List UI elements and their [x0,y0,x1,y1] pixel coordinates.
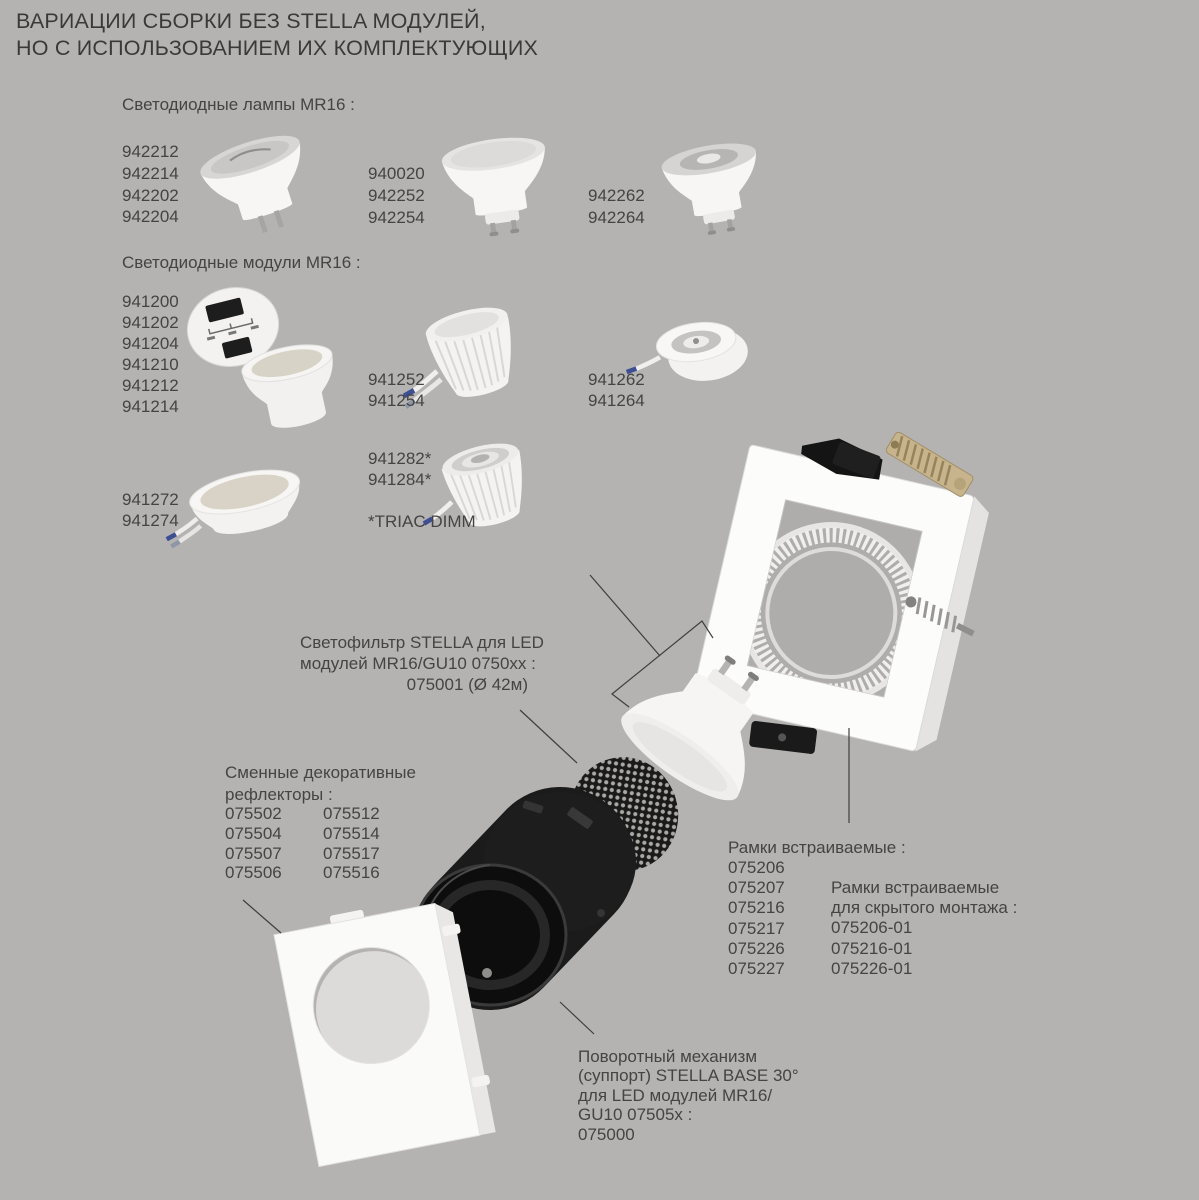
part-code: 942202 [122,185,179,205]
part-code: 075516 [323,863,380,883]
part-code: 941252 [368,370,425,389]
part-code: 075506 [225,863,282,883]
support-label-line2: (суппорт) STELLA BASE 30° [578,1066,799,1086]
reflectors-heading-line2: рефлекторы : [225,784,333,804]
part-code: 941282* [368,449,432,468]
reflectors-heading-line1: Сменные декоративные [225,763,416,782]
reflector-codes-col2 [323,804,380,883]
part-code: 942262 [588,186,645,205]
part-code: 941274 [122,511,179,530]
part-code: 941264 [588,391,645,410]
part-code: 941212 [122,376,179,395]
part-code: 075226-01 [831,958,913,978]
led-module-pair-photo [179,278,345,435]
frames-subheading-line2: для скрытого монтажа : [831,898,1018,918]
part-code: 075502 [225,804,282,823]
part-code: 075227 [728,959,785,979]
part-code: 941202 [122,313,179,332]
page-title-line2: НО С ИСПОЛЬЗОВАНИЕМ ИХ КОМПЛЕКТУЮЩИХ [16,36,539,60]
lamp-codes-group-2 [368,163,425,228]
part-code: 075226 [728,938,785,958]
triac-dimm-note: *TRIAC DIMM [368,512,476,531]
lamp-codes-group-3 [588,185,645,229]
module-codes-group-3 [588,369,645,411]
part-code: 941210 [122,355,179,374]
module-codes-group-2 [368,369,425,411]
filter-label-line3: 075001 (Ø 42м) [406,675,528,694]
reflector-codes-col1 [225,804,282,883]
gu10-lamp-flat-photo [440,132,556,242]
filter-label [300,632,544,695]
gu10-lamp-lens-photo [659,138,769,242]
filter-label-line2: модулей MR16/GU10 0750xx : [300,654,536,673]
part-code: 942214 [122,163,179,183]
part-code: 075217 [728,918,785,938]
part-code: 075504 [225,823,282,843]
support-label-line5: 075000 [578,1124,635,1144]
part-code: 941284* [368,470,432,489]
part-code: 942204 [122,207,179,227]
part-code: 075514 [323,823,380,843]
module-codes-group-1 [122,291,179,417]
part-code: 942252 [368,185,425,205]
part-code: 942212 [122,142,179,161]
part-code: 075206-01 [831,918,913,938]
part-code: 941262 [588,370,645,389]
modules-heading: Светодиодные модули MR16 : [122,253,361,272]
part-code: 075512 [323,804,380,823]
part-code: 075517 [323,843,380,863]
part-code: 941200 [122,292,179,311]
frames-heading: Рамки встраиваемые : [728,838,906,857]
mr16-lamp-photo [196,127,323,246]
part-code: 941272 [122,490,179,509]
page-title-line1: ВАРИАЦИИ СБОРКИ БЕЗ STELLA МОДУЛЕЙ, [16,9,486,33]
support-label-line4: GU10 07505x : [578,1105,693,1125]
frames-subheading-line1: Рамки встраиваемые [831,878,1000,897]
part-code: 942254 [368,207,425,227]
module-codes-group-4 [122,489,179,531]
lamps-heading: Светодиодные лампы MR16 : [122,95,355,114]
led-module-flat-photo [157,462,308,549]
part-code: 075206 [728,858,785,877]
part-code: 941204 [122,334,179,353]
part-code: 941214 [122,397,179,416]
part-code: 940020 [368,164,425,183]
support-label [578,1047,799,1144]
part-code: 075207 [728,878,785,898]
frame-codes-col2 [831,878,1017,979]
filter-label-line1: Светофильтр STELLA для LED [300,633,544,652]
frame-codes-col1 [728,858,785,979]
part-code: 075507 [225,843,282,863]
lamp-codes-group-1 [122,141,179,228]
part-code: 942264 [588,207,645,227]
part-code: 075216 [728,898,785,918]
module-codes-group-5 [368,448,431,490]
page-title [16,8,538,62]
part-code: 941254 [368,391,425,410]
reflectors-heading [225,762,416,805]
support-label-line1: Поворотный механизм [578,1047,758,1066]
support-label-line3: для LED модулей MR16/ [578,1085,773,1105]
part-code: 075216-01 [831,938,913,958]
